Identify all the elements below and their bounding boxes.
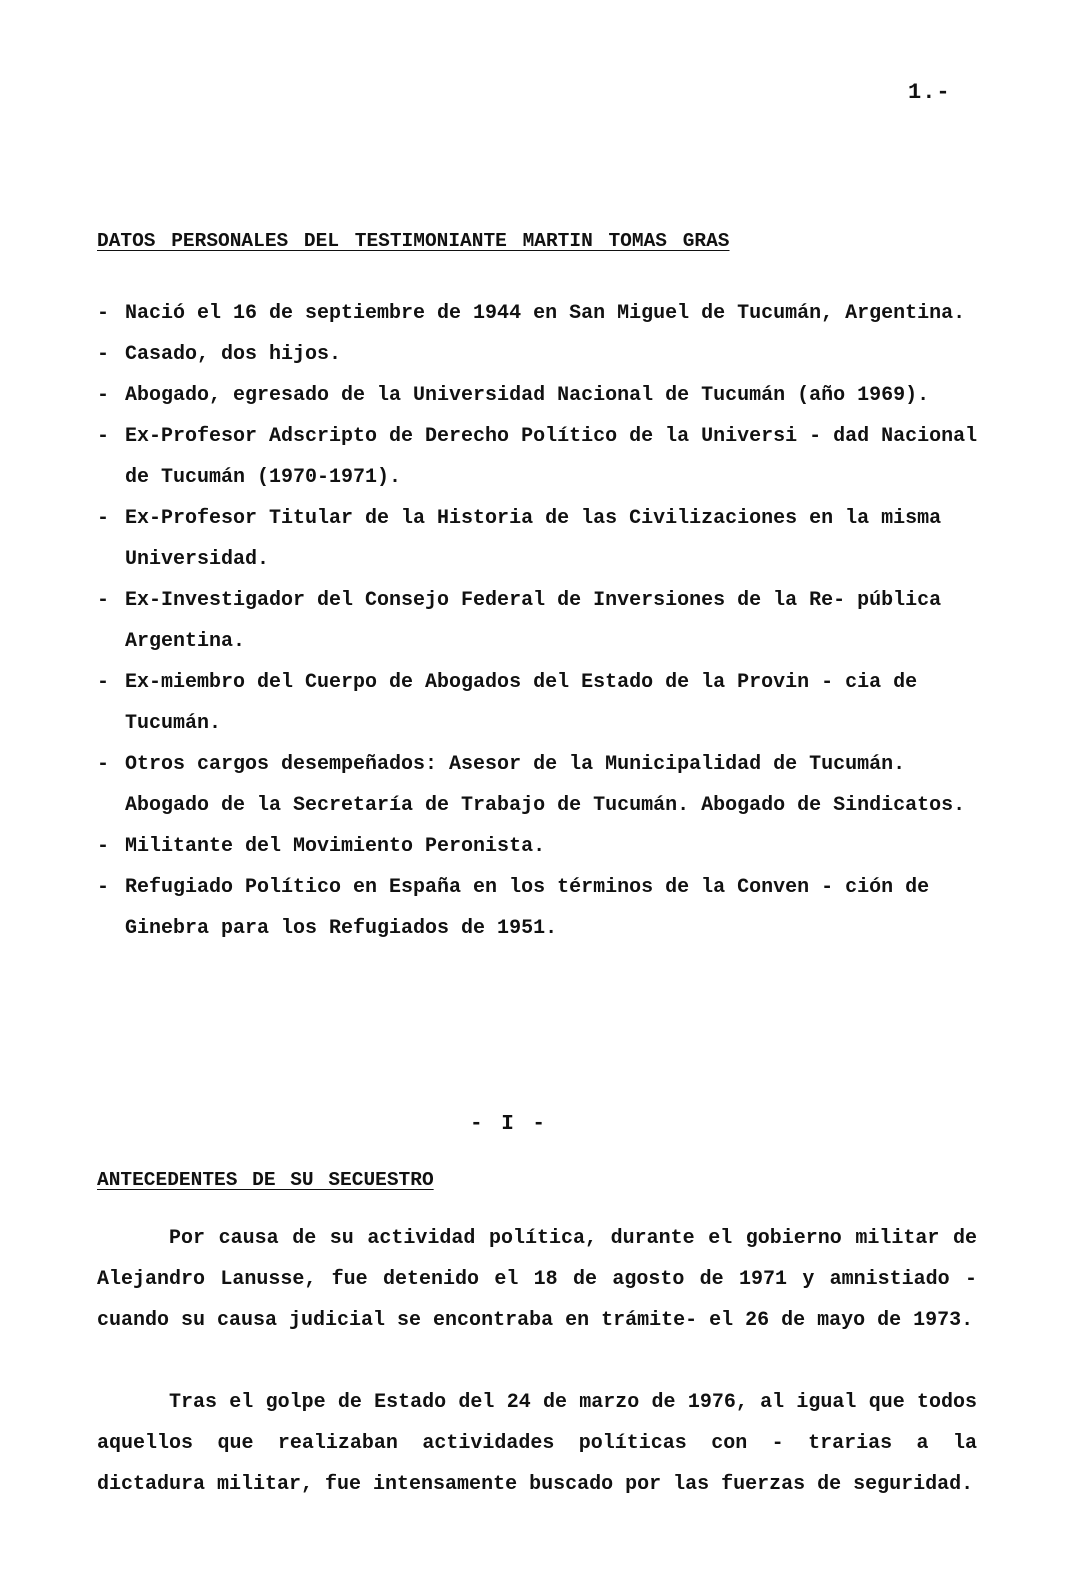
body-paragraph: Tras el golpe de Estado del 24 de marzo de 1976, al igual que todos aquellos que realizaban actividades políticas con - trarias a la dictadura militar, fue intensamente buscado por las fuerzas de seguridad.	[97, 1391, 977, 1496]
list-dash: -	[97, 425, 110, 448]
list-item-text: Otros cargos desempeñados: Asesor de la Municipalidad de Tucumán. Abogado de la Secretaría de Trabajo de Tucumán. Abogado de Sindicatos.	[125, 753, 966, 817]
list-item-text: Casado, dos hijos.	[125, 343, 342, 366]
list-dash: -	[97, 671, 110, 694]
list-item-text: Refugiado Político en España en los términos de la Conven - ción de Ginebra para los Refugiados de 1951.	[125, 876, 930, 940]
list-item	[97, 867, 997, 949]
list-item-text: Ex-miembro del Cuerpo de Abogados del Estado de la Provin - cia de Tucumán.	[125, 671, 918, 735]
list-item-text: Nació el 16 de septiembre de 1944 en San Miguel de Tucumán, Argentina.	[125, 302, 966, 325]
list-item	[97, 826, 997, 867]
list-dash: -	[97, 302, 110, 325]
list-item	[97, 375, 997, 416]
list-item	[97, 293, 997, 334]
list-dash: -	[97, 507, 110, 530]
body-paragraph: Por causa de su actividad política, durante el gobierno militar de Alejandro Lanusse, fue detenido el 18 de agosto de 1971 y amnistiado -cuando su causa judicial se encontraba en trámite- el 26 de mayo de 1973.	[97, 1227, 977, 1332]
list-item-text: Ex-Profesor Adscripto de Derecho Político de la Universi - dad Nacional de Tucumán (1970-1971).	[125, 425, 978, 489]
list-item-text: Ex-Profesor Titular de la Historia de las Civilizaciones en la misma Universidad.	[125, 507, 942, 571]
personal-data-heading: DATOS PERSONALES DEL TESTIMONIANTE MARTIN TOMAS GRAS	[97, 230, 730, 252]
list-item	[97, 744, 997, 826]
list-item	[97, 334, 997, 375]
section-heading: ANTECEDENTES DE SU SECUESTRO	[97, 1169, 434, 1191]
list-dash: -	[97, 589, 110, 612]
list-item-text: Abogado, egresado de la Universidad Nacional de Tucumán (año 1969).	[125, 384, 930, 407]
list-dash: -	[97, 753, 110, 776]
list-item-text: Militante del Movimiento Peronista.	[125, 835, 546, 858]
page-number: 1.-	[908, 80, 951, 105]
list-dash: -	[97, 835, 110, 858]
list-dash: -	[97, 384, 110, 407]
list-item	[97, 498, 997, 580]
list-item	[97, 416, 997, 498]
list-dash: -	[97, 343, 110, 366]
personal-data-list	[97, 293, 997, 949]
list-item	[97, 580, 997, 662]
list-item	[97, 662, 997, 744]
list-dash: -	[97, 876, 110, 899]
section-number: - I -	[470, 1113, 549, 1136]
list-item-text: Ex-Investigador del Consejo Federal de Inversiones de la Re- pública Argentina.	[125, 589, 942, 653]
